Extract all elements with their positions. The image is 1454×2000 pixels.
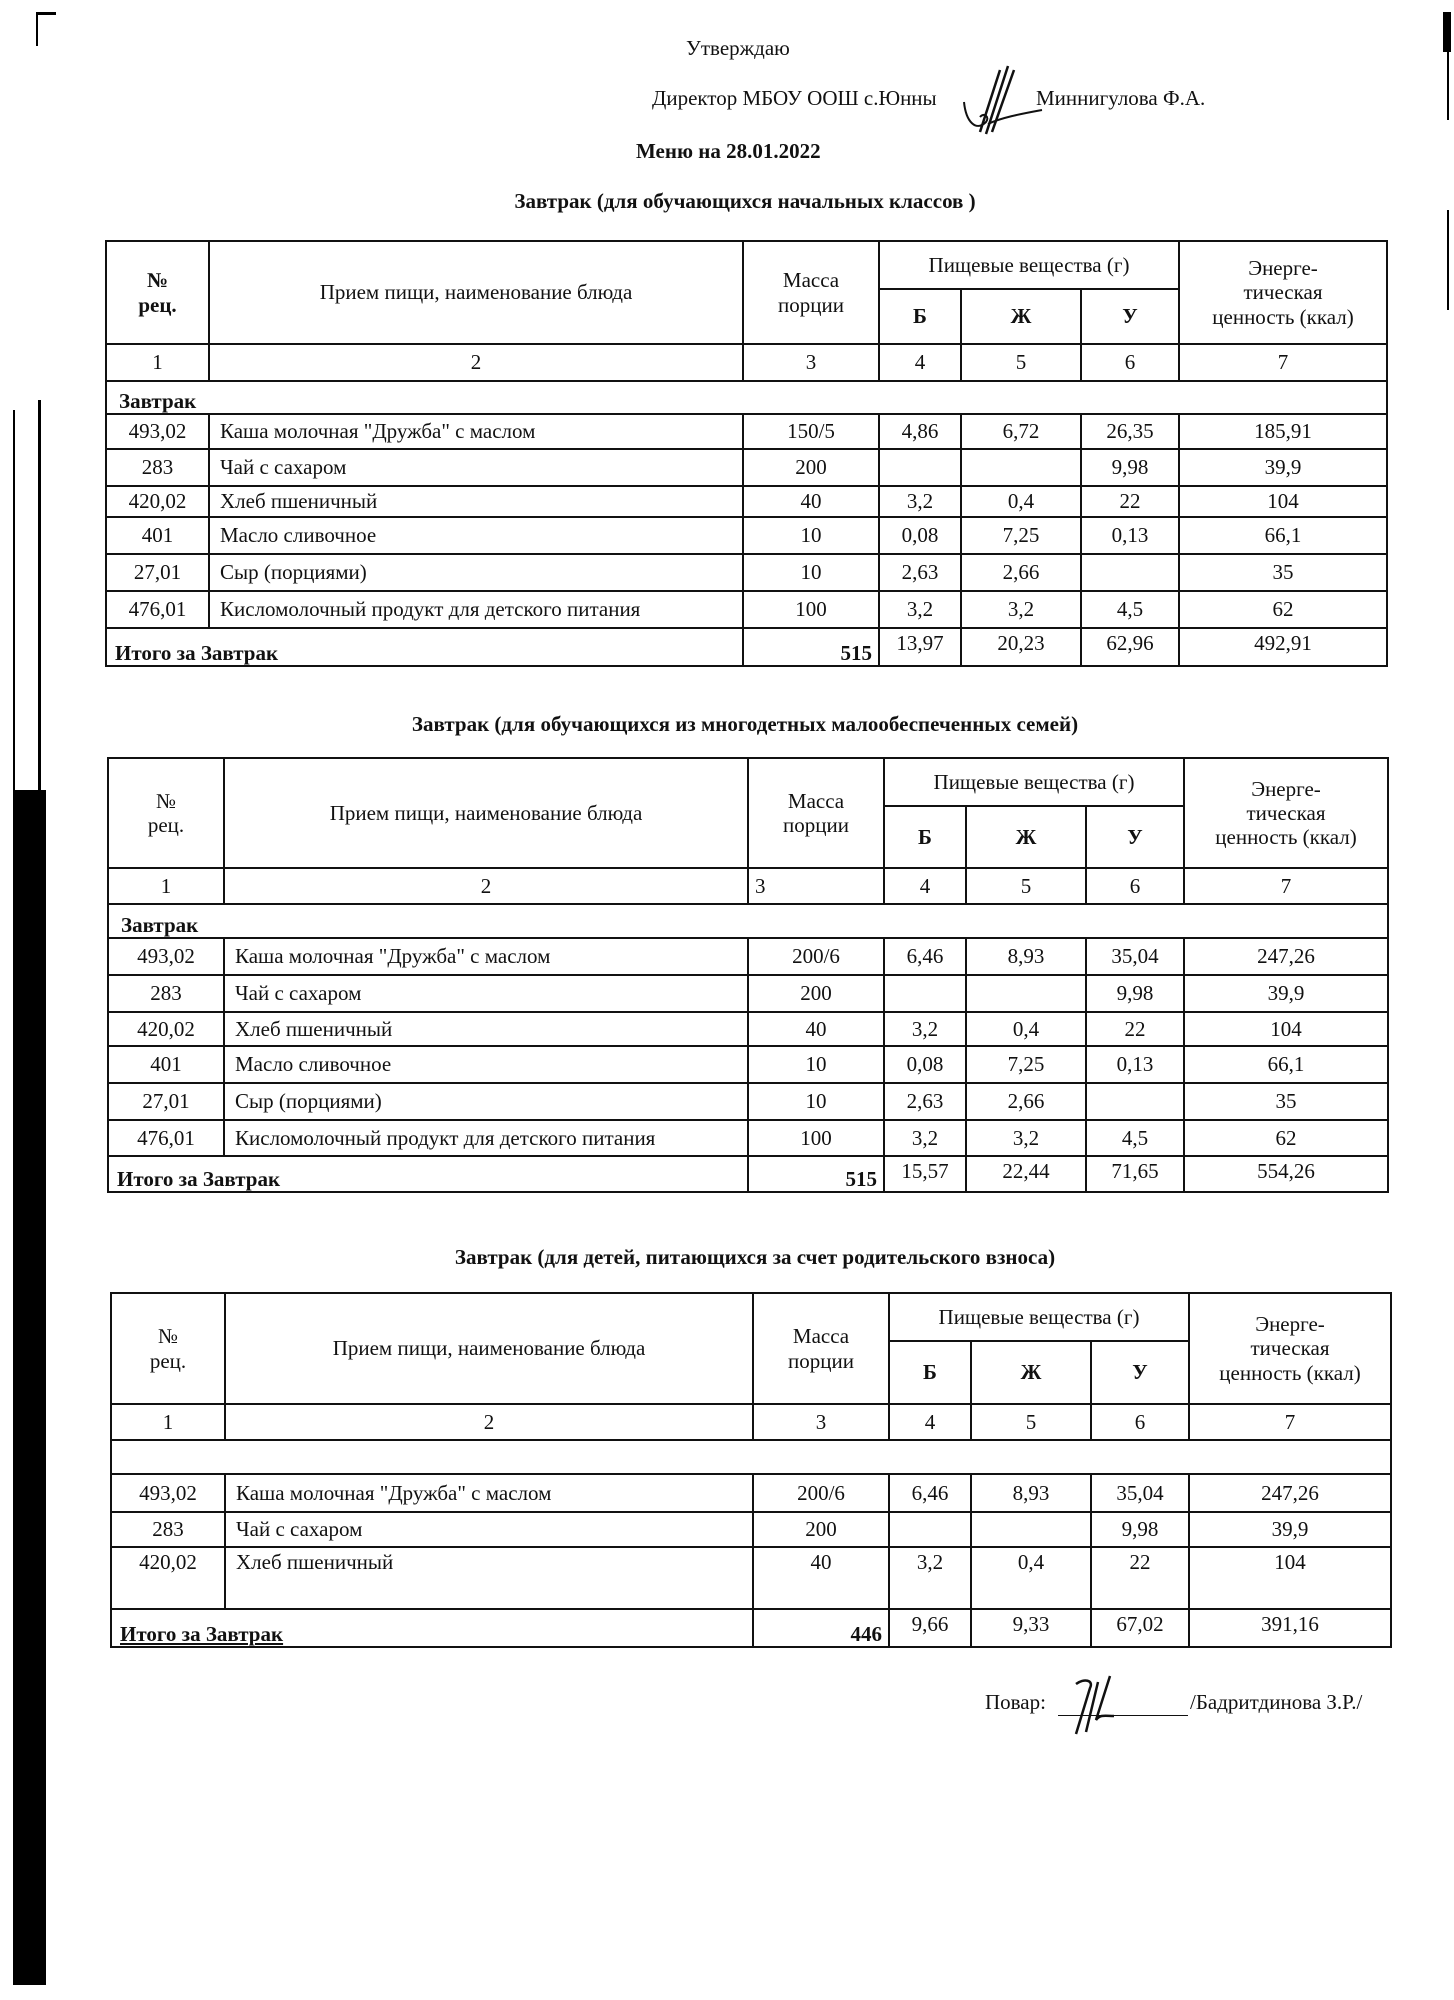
col-header-rec: № рец. (106, 241, 209, 344)
table-title: Завтрак (для обучающихся начальных классов ) (514, 189, 976, 213)
menu-table-primary (105, 240, 1388, 667)
table-row: 493,02 Каша молочная "Дружба" с маслом 150/5 4,86 6,72 26,35 185,91 (106, 414, 1387, 449)
col-header-nutrients: Пищевые вещества (г) (889, 1293, 1189, 1341)
table-row: 283 Чай с сахаром 200 9,98 39,9 (111, 1512, 1391, 1547)
col-header-fat: Ж (966, 806, 1086, 868)
table-row: 283 Чай с сахаром 200 9,98 39,9 (106, 449, 1387, 486)
menu-title: Меню на 28.01.2022 (636, 139, 821, 163)
table-row: 401 Масло сливочное 10 0,08 7,25 0,13 66,1 (106, 517, 1387, 554)
scan-edge-line (1447, 50, 1449, 120)
director-title: Директор МБОУ ООШ с.Юнны (652, 86, 937, 110)
col-header-protein: Б (884, 806, 966, 868)
cook-signature (1070, 1672, 1140, 1742)
table-title: Завтрак (для обучающихся из многодетных малообеспеченных семей) (411, 712, 1079, 736)
approve-label: Утверждаю (686, 36, 790, 60)
col-header-dish: Прием пищи, наименование блюда (225, 1293, 753, 1404)
col-header-nutrients: Пищевые вещества (г) (884, 758, 1184, 806)
table-row: 27,01 Сыр (порциями) 10 2,63 2,66 35 (106, 554, 1387, 591)
menu-table-large-families (107, 757, 1389, 1193)
column-number-row: 1 2 3 4 5 6 7 (111, 1404, 1391, 1440)
table-row: 476,01 Кисломолочный продукт для детского питания 100 3,2 3,2 4,5 62 (106, 591, 1387, 628)
col-header-rec: № рец. (111, 1293, 225, 1404)
table-row: 420,02 Хлеб пшеничный 40 3,2 0,4 22 104 (106, 486, 1387, 517)
scan-edge-line (1447, 210, 1449, 310)
scan-edge-artifact (13, 790, 46, 1985)
col-header-mass: Масса порции (753, 1293, 889, 1404)
col-header-energy: Энерге- тическая ценность (ккал) (1184, 758, 1388, 868)
menu-table-parent-paid (110, 1292, 1392, 1648)
section-label: Завтрак (106, 381, 1387, 414)
table-row: 283 Чай с сахаром 200 9,98 39,9 (108, 975, 1388, 1012)
col-header-carbs: У (1091, 1341, 1189, 1404)
col-header-rec: № рец. (108, 758, 224, 868)
cook-name: /Бадритдинова З.Р./ (1190, 1690, 1363, 1714)
table-row: 27,01 Сыр (порциями) 10 2,63 2,66 35 (108, 1083, 1388, 1120)
scan-corner-mark (36, 12, 38, 46)
table-title: Завтрак (для детей, питающихся за счет родительского взноса) (454, 1245, 1056, 1269)
col-header-dish: Прием пищи, наименование блюда (209, 241, 743, 344)
total-row: Итого за Завтрак 515 15,57 22,44 71,65 554,26 (108, 1156, 1388, 1192)
scan-corner-mark (1443, 12, 1451, 52)
col-header-carbs: У (1086, 806, 1184, 868)
table-row: 420,02 Хлеб пшеничный 40 3,2 0,4 22 104 (108, 1012, 1388, 1046)
section-label: Завтрак (108, 904, 1388, 938)
scan-edge-line (38, 400, 41, 790)
scan-edge-line (13, 410, 15, 790)
scan-corner-mark (36, 12, 56, 15)
total-row: Итого за Завтрак 515 13,97 20,23 62,96 492,91 (106, 628, 1387, 666)
col-header-fat: Ж (961, 289, 1081, 344)
col-header-protein: Б (889, 1341, 971, 1404)
table-row: 420,02 Хлеб пшеничный 40 3,2 0,4 22 104 (111, 1547, 1391, 1609)
section-label (111, 1440, 1391, 1474)
col-header-energy: Энерге- тическая ценность (ккал) (1189, 1293, 1391, 1404)
col-header-energy: Энерге- тическая ценность (ккал) (1179, 241, 1387, 344)
cook-label: Повар: (985, 1690, 1046, 1714)
col-header-dish: Прием пищи, наименование блюда (224, 758, 748, 868)
column-number-row: 1 2 3 4 5 6 7 (108, 868, 1388, 904)
col-header-protein: Б (879, 289, 961, 344)
table-row: 401 Масло сливочное 10 0,08 7,25 0,13 66,1 (108, 1046, 1388, 1083)
col-header-mass: Масса порции (748, 758, 884, 868)
table-row: 476,01 Кисломолочный продукт для детского питания 100 3,2 3,2 4,5 62 (108, 1120, 1388, 1156)
total-row: Итого за Завтрак 446 9,66 9,33 67,02 391,16 (111, 1609, 1391, 1647)
col-header-mass: Масса порции (743, 241, 879, 344)
col-header-carbs: У (1081, 289, 1179, 344)
director-name: Миннигулова Ф.А. (1036, 86, 1206, 110)
col-header-fat: Ж (971, 1341, 1091, 1404)
table-row: 493,02 Каша молочная "Дружба" с маслом 200/6 6,46 8,93 35,04 247,26 (108, 938, 1388, 975)
table-row: 493,02 Каша молочная "Дружба" с маслом 200/6 6,46 8,93 35,04 247,26 (111, 1474, 1391, 1512)
col-header-nutrients: Пищевые вещества (г) (879, 241, 1179, 289)
column-number-row: 1 2 3 4 5 6 7 (106, 344, 1387, 381)
